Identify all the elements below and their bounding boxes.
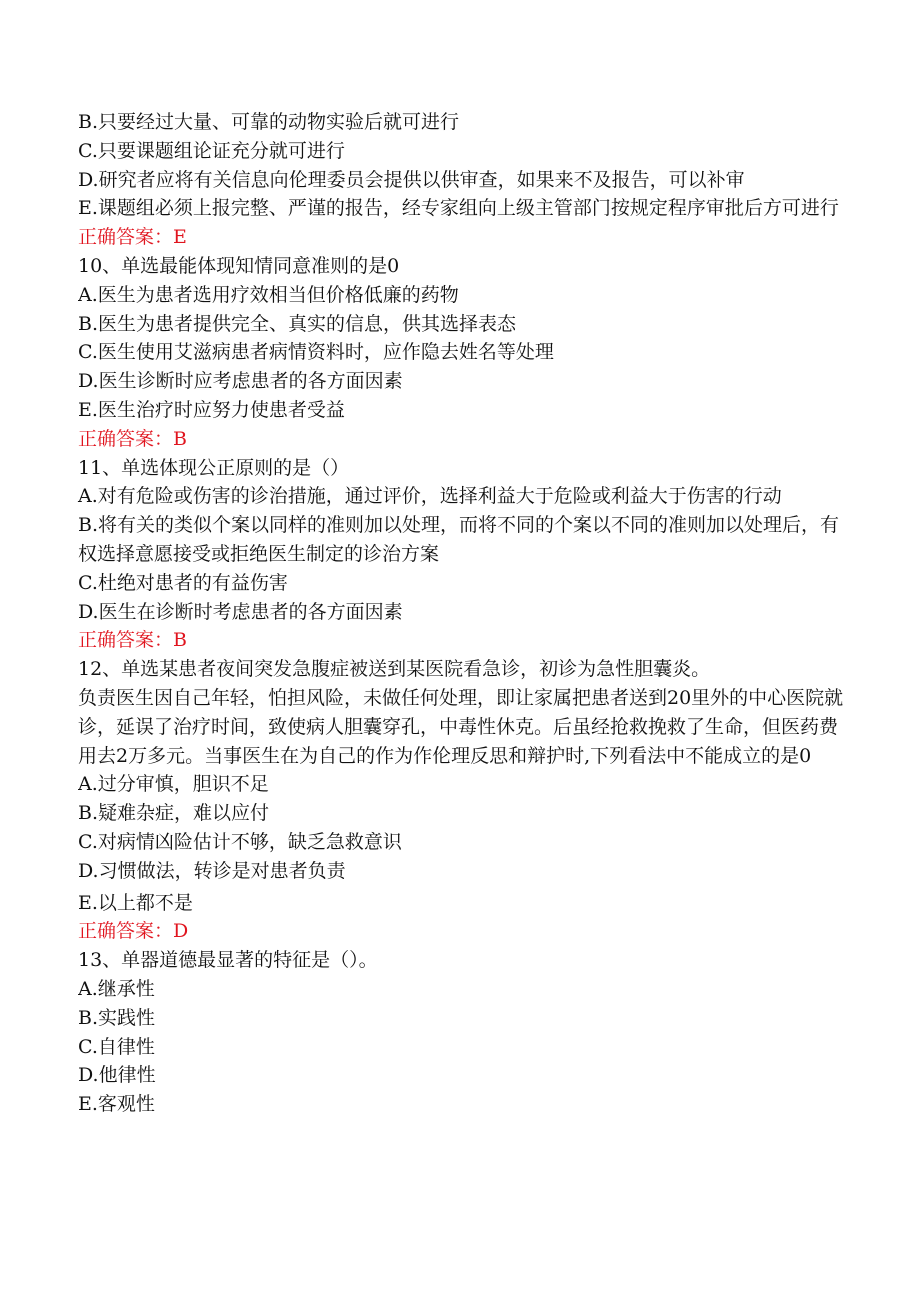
q13-option-d: D.他律性 [78,1064,156,1087]
q9-answer: 正确答案：E [78,226,187,249]
q13-option-e: E.客观性 [78,1093,155,1116]
q12-option-a: A.过分审慎，胆识不足 [78,773,269,796]
q11-option-c: C.杜绝对患者的有益伤害 [78,571,288,594]
q11-option-a: A.对有危险或伤害的诊治措施，通过评价，选择利益大于危险或利益大于伤害的行动 [78,485,782,508]
q13-option-a: A.继承性 [78,977,155,1000]
q12-stem-line1: 12、单选某患者夜间突发急腹症被送到某医院看急诊，初诊为急性胆囊炎。 [78,658,711,681]
q10-option-d: D.医生诊断时应考虑患者的各方面因素 [78,370,403,393]
q13-option-c: C.自律性 [78,1035,155,1058]
q9-option-b: B.只要经过大量、可靠的动物实验后就可进行 [78,111,460,133]
q11-option-d: D.医生在诊断时考虑患者的各方面因素 [78,600,403,623]
q12-option-e: E.以上都不是 [78,891,193,914]
document-page [78,108,848,1119]
q10-option-c: C.医生使用艾滋病患者病情资料时，应作隐去姓名等处理 [78,341,554,364]
q12-option-d: D.习惯做法，转诊是对患者负责 [78,859,346,882]
q13-stem: 13、单器道德最显著的特征是（）。 [78,949,378,972]
q10-stem: 10、单选最能体现知情同意准则的是0 [78,254,400,277]
q10-option-e: E.医生治疗时应努力使患者受益 [78,398,345,421]
q10-option-a: A.医生为患者选用疗效相当但价格低廉的药物 [78,283,459,306]
q11-stem: 11、单选体现公正原则的是（） [78,456,350,479]
q9-option-d: D.研究者应将有关信息向伦理委员会提供以供审查，如果来不及报告，可以补审 [78,168,745,191]
q11-option-b: B.将有关的类似个案以同样的准则加以处理，而将不同的个案以不同的准则加以处理后，有权选择意愿接受或拒绝医生制定的诊治方案 [78,514,840,565]
q12-option-b: B.疑难杂症，难以应付 [78,802,270,825]
q10-option-b: B.医生为患者提供完全、真实的信息，供其选择表态 [78,312,517,335]
q9-option-c: C.只要课题组论证充分就可进行 [78,139,345,162]
q10-answer: 正确答案：B [78,427,187,450]
q13-option-b: B.实践性 [78,1006,156,1029]
q9-option-e: E.课题组必须上报完整、严谨的报告，经专家组向上级主管部门按规定程序审批后方可进行 [78,197,839,220]
q12-stem-line2: 负责医生因自己年轻，怕担风险，未做任何处理，即让家属把患者送到20里外的中心医院就诊，延误了治疗时间，致使病人胆囊穿孔，中毒性休克。后虽经抢救挽救了生命，但医药费用去2万多元。当事医生在为自己的作为作伦理反思和辩护时,下列看法中不能成立的是0 [78,686,844,767]
q9-option-e-with-answer [78,194,848,252]
q11-answer: 正确答案：B [78,629,187,652]
q12-answer: 正确答案：D [78,920,189,943]
q12-option-c: C.对病情凶险估计不够，缺乏急救意识 [78,830,402,853]
